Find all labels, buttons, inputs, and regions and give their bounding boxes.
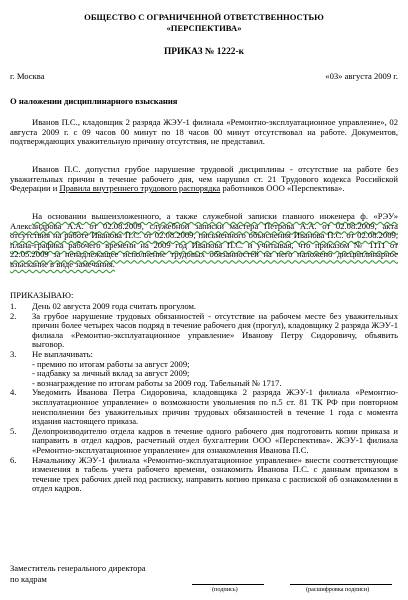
order-item: 4. Уведомить Иванова Петра Сидоровича, кладовщика 2 разряда ЖЭУ-1 филиала «Ремонтно-эксплуатационное управление» о возможности увольнения по п.5 ст. 81 ТК РФ при повторном неисполнении без уважительных причин трудовых обязанностей в течение 1 года с момента издания настоящего приказа. xyxy=(10,387,398,427)
order-items-list xyxy=(10,302,398,494)
name-decoding-caption: (расшифровка подписи) xyxy=(306,586,370,593)
internal-rules-link[interactable]: Правила внутреннего трудового распорядка xyxy=(59,183,221,194)
order-title: ПРИКАЗ № 1222-к xyxy=(164,47,244,57)
org-name-line2: «ПЕРСПЕКТИВА» xyxy=(166,23,242,33)
order-item: 2. За грубое нарушение трудовых обязанностей - отсутствие на рабочем месте без уважительных причин более четырех часов подряд в течение рабочего дня (прогул), кладовщику 2 разряда ЖЭУ-1 филиала «Ремонтно-эксплуатационное управление» Иванову Петру Сидоровичу, объявить выговор. xyxy=(10,310,398,350)
org-name-line1: ОБЩЕСТВО С ОГРАНИЧЕННОЙ ОТВЕТСТВЕННОСТЬЮ xyxy=(84,12,324,22)
paragraph-grounds-text: На основании вышеизложенного, а также служебной записки главного инженера ф. «РЭУ» Александрова А.А. от 02.08.2009, служебной записки мастера Петрова А.А. от 02.08.2009, акта отсутствия на работе Иванова П.С. от 02.08.2009, письменного объяснения Иванова П.С. от 02.08.2009, плана-графика рабочего времени на 2009 год Иванова П.С. и учитывая, что приказом № 1111 от 22.05.2009 за ненадлежащее исполнение трудовых обязанностей на него наложено дисциплинарное взыскание в виде замечания. xyxy=(10,211,398,269)
order-item: 5. Делопроизводителю отдела кадров в течение одного рабочего дня подготовить копии приказа и направить в отдел кадров, расчетный отдел бухгалтерии ООО «Перспектива». ЖЭУ-1 филиала «Ремонтно-эксплуатационное управление» для ознакомления Иванова П.С. xyxy=(10,425,398,455)
order-subitem: - премию по итогам работы за август 2009; xyxy=(32,358,190,369)
order-subitem: - надбавку за личный вклад за август 2009; xyxy=(32,368,190,379)
paragraph-violation xyxy=(10,165,398,194)
paragraph-absence: Иванов П.С., кладовщик 2 разряда ЖЭУ-1 филиала «Ремонтно-эксплуатационное управление», 02 августа 2009 г. с 09 часов 00 минут по 18 часов 00 минут отсутствовал на работе. Документов, подтверждающих уважительную причину отсутствия, не представил. xyxy=(10,117,398,147)
order-heading: ПРИКАЗЫВАЮ: xyxy=(10,290,74,300)
order-date: «03» августа 2009 г. xyxy=(325,71,398,81)
order-item: 3. Не выплачивать: xyxy=(10,348,93,359)
paragraph-violation-text-a: Иванов П.С. допустил грубое нарушение трудовой дисциплины - отсутствие на работе без уважительных причин в течение рабочего дня, чем нарушил ст. 21 Трудового кодекса Российской Федерации и xyxy=(10,164,398,194)
order-item: 1. День 02 августа 2009 года считать прогулом. xyxy=(10,301,197,311)
name-decoding-line xyxy=(290,584,392,585)
order-subject: О наложении дисциплинарного взыскания xyxy=(10,96,178,106)
signatory-position-line2: по кадрам xyxy=(10,574,47,584)
signature-line xyxy=(192,584,264,585)
paragraph-violation-text-c: работников ООО «Перспектива». xyxy=(220,183,345,194)
signatory-position-line1: Заместитель генерального директора xyxy=(10,563,146,573)
signature-caption: (подпись) xyxy=(212,586,238,593)
city: г. Москва xyxy=(10,71,45,81)
order-item: 6. Начальнику ЖЭУ-1 филиала «Ремонтно-эксплуатационное управление» внести соответствующие изменения в табель учета рабочего времени, ознакомить Иванова П.С. с данным приказом в течение трех рабочих дней под расписку, направить копию приказа с распиской об ознакомлении в отдел кадров. xyxy=(10,454,398,494)
paragraph-grounds xyxy=(10,212,398,270)
order-subitem: - вознаграждение по итогам работы за 2009 год. Табельный № 1717. xyxy=(32,377,282,388)
